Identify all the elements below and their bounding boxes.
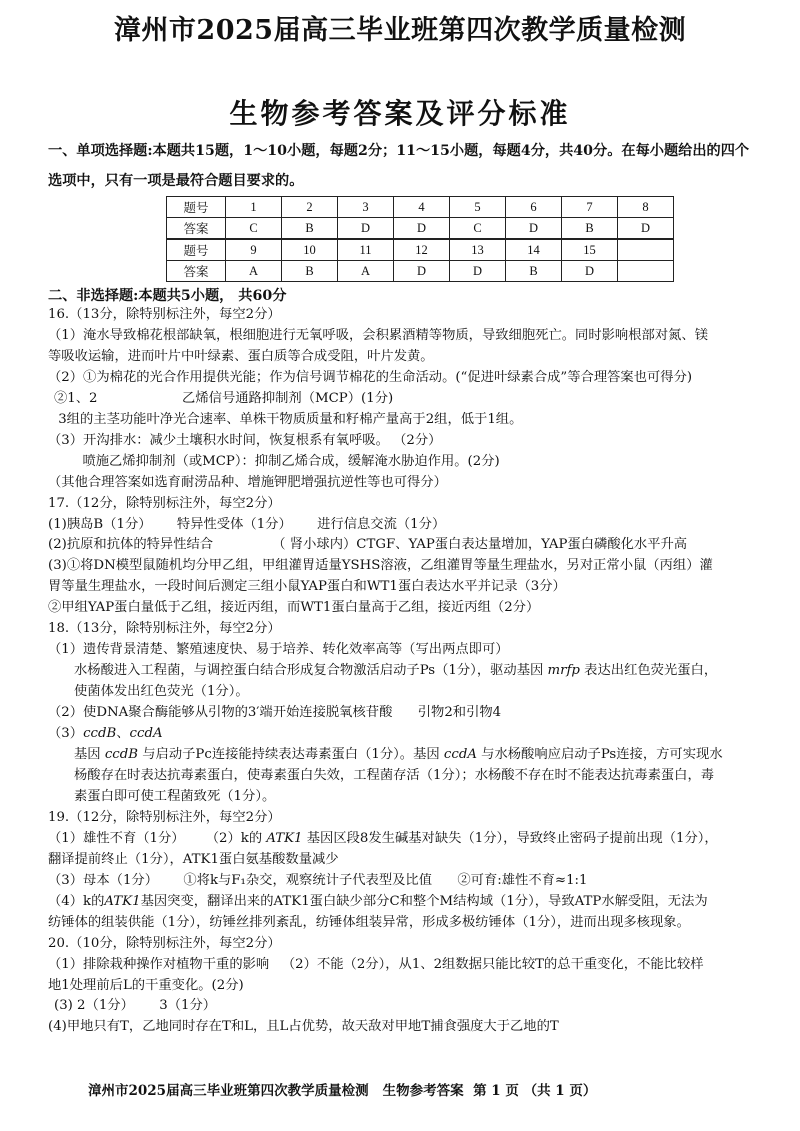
- section2-heading: 二、非选择题:本题共5小题， 共60分: [48, 288, 287, 304]
- answer-cell: B: [506, 261, 562, 282]
- line-text: 喷施乙烯抑制剂（或MCP）：抑制乙烯合成，缓解淹水胁迫作用。(2分): [74, 453, 500, 469]
- line-text: 纺锤体的组装供能（1分），纺锤丝排列紊乱，纺锤体组装异常，形成多极纺锤体（1分），进而出现多核现象。: [48, 914, 690, 930]
- line-text: （1）排除栽种操作对植物干重的影响 （2）不能（2分），从1、2组数据只能比较T的总干重变化，不能比较样: [48, 956, 704, 972]
- row-label: 答案: [167, 261, 226, 282]
- line-text: 胃等量生理盐水，一段时间后测定三组小鼠YAP蛋白和WT1蛋白表达水平并记录（3分）: [48, 579, 566, 595]
- line-text: （1）淹水导致棉花根部缺氧，根细胞进行无氧呼吸，会积累酒精等物质，导致细胞死亡。同时影响根部对氮、镁: [48, 327, 709, 343]
- gene-name: ccdA: [443, 747, 477, 763]
- answer-table: [166, 196, 674, 282]
- answer-line: [48, 703, 760, 724]
- answer-line: [48, 452, 760, 473]
- answer-cell: D: [450, 261, 506, 282]
- line-text: 杨酸存在时表达抗毒素蛋白，使毒素蛋白失效，工程菌存活（1分）；水杨酸不存在时不能表达抗毒素蛋白，毒: [74, 767, 715, 783]
- answer-line: [48, 1017, 760, 1038]
- question-number-cell: 3: [338, 197, 394, 218]
- answer-cell: [618, 261, 674, 282]
- document-subtitle: 生物参考答案及评分标准: [229, 97, 571, 130]
- gene-name: ccdA: [129, 726, 163, 742]
- question-number-cell: 4: [394, 197, 450, 218]
- line-text: 19.（12分，除特别标注外，每空2分）: [48, 809, 281, 825]
- question-number-cell: 8: [618, 197, 674, 218]
- line-text: （2）使DNA聚合酶能够从引物的3′端开始连接脱氧核苷酸 引物2和引物4: [48, 705, 502, 721]
- answer-line: [48, 661, 760, 682]
- question-number-cell: 7: [562, 197, 618, 218]
- answer-cell: B: [282, 218, 338, 240]
- answer-line: [48, 410, 760, 431]
- line-text: （3）母本（1分） ①将k与F₁杂交，观察统计子代表型及比值 ②可育:雄性不育≈1:1: [48, 872, 588, 888]
- line-text: (4)甲地只有T，乙地同时存在T和L，且L占优势，故天敌对甲地T捕食强度大于乙地的T: [48, 1019, 559, 1035]
- answer-cell: D: [562, 261, 618, 282]
- answer-line: [48, 494, 760, 515]
- answer-line: [48, 326, 760, 347]
- page-footer: 漳州市2025届高三毕业班第四次教学质量检测 生物参考答案 第 1 页 （共 1 页）: [88, 1083, 597, 1099]
- line-text: ②甲组YAP蛋白量低于乙组，接近丙组，而WT1蛋白量高于乙组，接近丙组（2分）: [48, 600, 540, 616]
- question-number-row: [167, 197, 674, 218]
- line-text: (3)①将DN模型鼠随机均分甲乙组，甲组灌胃适量YSHS溶液，乙组灌胃等量生理盐水，另对正常小鼠（丙组）灌: [48, 558, 713, 574]
- line-text: 翻译提前终止（1分），ATK1蛋白氨基酸数量减少: [48, 851, 339, 867]
- answer-cell: D: [338, 218, 394, 240]
- answer-line: [48, 368, 760, 389]
- line-text: （3）: [48, 726, 84, 742]
- line-text: 基因区段8发生碱基对缺失（1分），导致终止密码子提前出现（1分），: [302, 830, 718, 846]
- answer-line: [48, 515, 760, 536]
- question-number-cell: 2: [282, 197, 338, 218]
- question-number-cell: 6: [506, 197, 562, 218]
- answer-line: [48, 976, 760, 997]
- answer-line: [48, 996, 760, 1017]
- answer-line: [48, 556, 760, 577]
- answer-cell: A: [338, 261, 394, 282]
- line-text: 素蛋白即可使工程菌致死（1分）。: [74, 788, 276, 804]
- answer-body: [48, 305, 760, 1038]
- answer-line: [48, 808, 760, 829]
- answer-line: [48, 871, 760, 892]
- document-title: 漳州市2025届高三毕业班第四次教学质量检测: [113, 15, 687, 46]
- answer-line: [48, 829, 760, 850]
- answer-cell: D: [394, 218, 450, 240]
- line-text: （1）雄性不育（1分） （2）k的: [48, 830, 267, 846]
- section1-heading: 一、单项选择题:本题共15题，1～10小题，每题2分；11～15小题，每题4分，共40分。在每小题给出的四个选项中，只有一项是最符合题目要求的。: [48, 143, 750, 189]
- answer-line: [48, 619, 760, 640]
- question-number-cell: 15: [562, 239, 618, 261]
- line-text: （3）开沟排水：减少土壤积水时间，恢复根系有氧呼吸。 （2分）: [48, 432, 442, 448]
- line-text: 水杨酸进入工程菌，与调控蛋白结合形成复合物激活启动子Ps（1分），驱动基因: [74, 663, 548, 679]
- line-text: 与启动子Pc连接能持续表达毒素蛋白（1分）。基因: [138, 747, 444, 763]
- line-text: （1）遗传背景清楚、繁殖速度快、易于培养、转化效率高等（写出两点即可）: [48, 642, 509, 658]
- answer-line: [48, 724, 760, 745]
- answer-line: [48, 892, 760, 913]
- answer-line: [48, 745, 760, 766]
- answer-line: [48, 955, 760, 976]
- line-text: 16.（13分，除特别标注外，每空2分）: [48, 307, 281, 322]
- answer-line: [48, 535, 760, 556]
- line-text: （2）①为棉花的光合作用提供光能；作为信号调节棉花的生命活动。(“促进叶绿素合成”等合理答案也可得分): [48, 369, 693, 385]
- row-label: 答案: [167, 218, 226, 240]
- line-text: (1)胰岛B（1分） 特异性受体（1分） 进行信息交流（1分）: [48, 516, 446, 532]
- answer-line: [48, 934, 760, 955]
- question-number-cell: 1: [226, 197, 282, 218]
- answer-row: [167, 218, 674, 240]
- answer-row: [167, 261, 674, 282]
- answer-cell: A: [226, 261, 282, 282]
- answer-cell: B: [282, 261, 338, 282]
- line-text: (2)抗原和抗体的特异性结合 （ 肾小球内）CTGF、YAP蛋白表达量增加，YAP蛋白磷酸化水平升高: [48, 537, 688, 553]
- answer-line: [48, 682, 760, 703]
- line-text: 20.（10分，除特别标注外，每空2分）: [48, 935, 281, 951]
- answer-line: [48, 305, 760, 326]
- question-number-cell: 11: [338, 239, 394, 261]
- question-number-cell: 10: [282, 239, 338, 261]
- answer-cell: D: [506, 218, 562, 240]
- question-number-cell: 14: [506, 239, 562, 261]
- answer-cell: B: [562, 218, 618, 240]
- answer-line: [48, 389, 760, 410]
- answer-line: [48, 347, 760, 368]
- question-number-cell: 13: [450, 239, 506, 261]
- question-number-row: [167, 239, 674, 261]
- answer-line: [48, 431, 760, 452]
- answer-line: [48, 787, 760, 808]
- line-text: 17.（12分，除特别标注外，每空2分）: [48, 495, 281, 511]
- answer-cell: D: [618, 218, 674, 240]
- answer-cell: C: [226, 218, 282, 240]
- line-text: 、: [116, 726, 130, 742]
- line-text: 18.（13分，除特别标注外，每空2分）: [48, 621, 281, 637]
- row-label: 题号: [167, 197, 226, 218]
- gene-name: ATK1: [104, 893, 141, 909]
- line-text: （4）k的: [48, 893, 105, 909]
- line-text: （其他合理答案如选育耐涝品种、增施钾肥增强抗逆性等也可得分）: [48, 474, 447, 490]
- question-number-cell: 5: [450, 197, 506, 218]
- line-text: 地1处理前后L的干重变化。(2分): [48, 977, 244, 993]
- answer-cell: C: [450, 218, 506, 240]
- line-text: 等吸收运输，进而叶片中叶绿素、蛋白质等合成受阻，叶片发黄。: [48, 348, 434, 364]
- line-text: 基因突变，翻译出来的ATK1蛋白缺少部分C和整个M结构域（1分），导致ATP水解受阻，无法为: [140, 893, 708, 909]
- gene-name: ccdB: [104, 747, 139, 763]
- row-label: 题号: [167, 239, 226, 261]
- answer-line: [48, 598, 760, 619]
- line-text: (3) 2（1分） 3（1分）: [54, 998, 217, 1014]
- answer-cell: D: [394, 261, 450, 282]
- gene-name: mrfp: [547, 663, 580, 679]
- answer-line: [48, 850, 760, 871]
- answer-line: [48, 640, 760, 661]
- line-text: 基因: [74, 747, 105, 763]
- answer-line: [48, 766, 760, 787]
- question-number-cell: 9: [226, 239, 282, 261]
- answer-line: [48, 473, 760, 494]
- line-text: 与水杨酸响应启动子Ps连接，方可实现水: [476, 747, 723, 763]
- line-text: ②1、2 乙烯信号通路抑制剂（MCP）(1分): [54, 390, 394, 406]
- line-text: 使菌体发出红色荧光（1分）。: [74, 684, 249, 700]
- answer-line: [48, 577, 760, 598]
- answer-line: [48, 913, 760, 934]
- line-text: 表达出红色荧光蛋白，: [579, 663, 718, 679]
- question-number-cell: 12: [394, 239, 450, 261]
- line-text: 3组的主茎功能叶净光合速率、单株干物质质量和籽棉产量高于2组，低于1组。: [54, 411, 523, 427]
- question-number-cell: [618, 239, 674, 261]
- gene-name: ATK1: [266, 830, 303, 846]
- gene-name: ccdB: [83, 726, 117, 742]
